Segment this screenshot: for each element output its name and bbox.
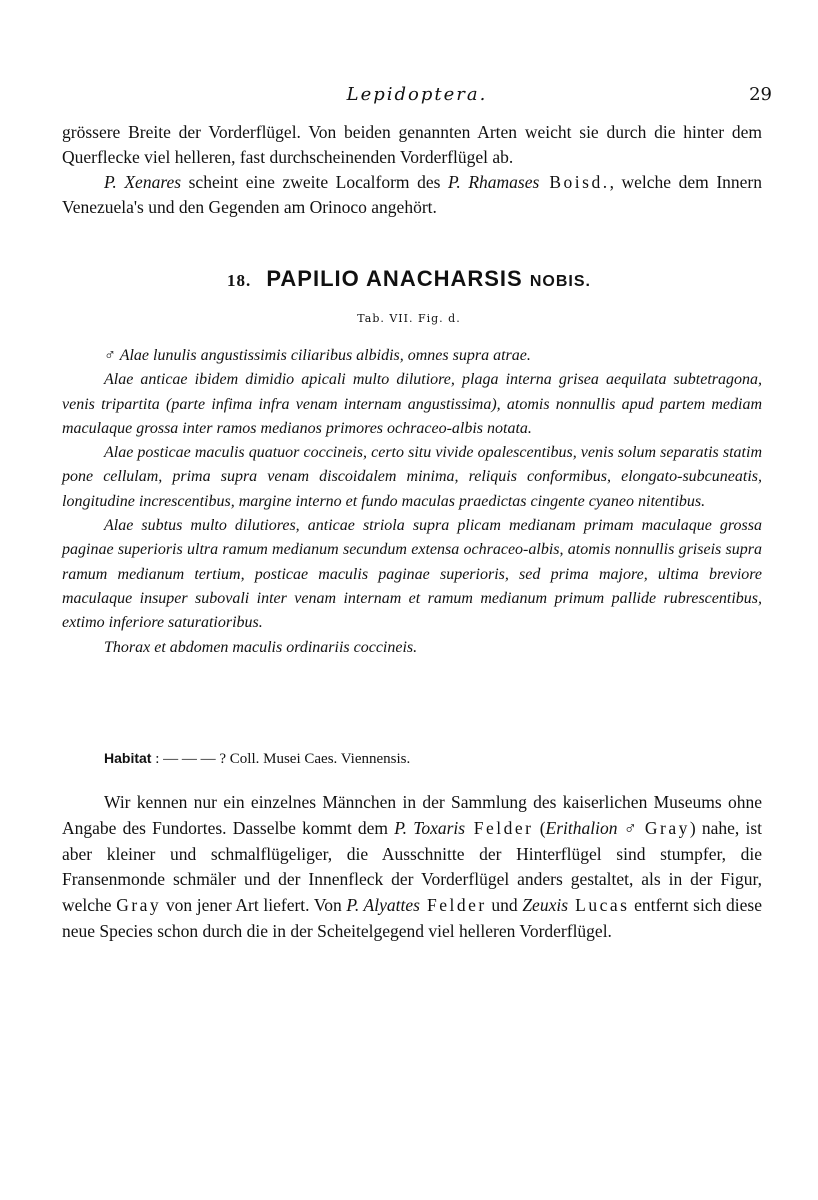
latin-paragraph-4: Alae subtus multo dilutiores, anticae striola supra plicam medianam primam maculaque grossa paginae superioris ultra ramum medianum secundum extensa ochraceo-albis, atomis nonnullis griseis supra ramum medianum tertium, posticae maculis paginae superioris, sed prima majore, ultima breviore maculaque insuper subovali inter venam internam et ramum medianum primum pallide rubrescentibus, extimo inferiore saturatioribus.	[62, 517, 762, 632]
discussion-fragment: Wir kennen nur ein einzelnes Männchen in der Sammlung des kaiserlichen Museums ohne Angabe des Fundortes. Dasselbe kommt dem	[62, 792, 762, 838]
author-felder: Felder	[465, 817, 534, 838]
intro-text-fragment: scheint eine zweite Localform des	[181, 172, 448, 192]
discussion-paragraph	[62, 790, 762, 945]
male-symbol-icon: ♂	[617, 817, 645, 838]
discussion-fragment: ) nahe, ist aber kleiner und schmalflügeliger, die Ausschnitte der Hinterflügel sind stumpfer, die Fransenmonde schmäler und der Innenfleck der Vorderflügel anders gestaltet, als in der Figur, welche	[62, 817, 763, 916]
species-number: 18.	[227, 271, 252, 290]
intro-paragraph-1: grössere Breite der Vorderflügel. Von beiden genannten Arten weicht sie durch die hinter dem Querflecke viel helleren, fast durchscheinenden Vorderflügel ab.	[62, 122, 762, 167]
plate-reference: Tab. VII. Fig. d.	[357, 312, 461, 325]
page-header	[62, 84, 772, 110]
latin-text: Alae lunulis angustissimis ciliaribus albidis, omnes supra atrae.	[116, 347, 531, 364]
latin-description	[62, 344, 762, 660]
species-name: PAPILIO ANACHARSIS	[266, 266, 523, 291]
discussion-fragment: (	[533, 817, 546, 838]
discussion-fragment: von jener Art liefert. Von	[161, 895, 347, 916]
species-author: NOBIS.	[529, 273, 591, 290]
author-boisduval: Boisd.	[539, 172, 610, 192]
discussion-text	[62, 790, 762, 945]
taxon-alyattes: P. Alyattes	[346, 895, 420, 916]
intro-paragraph-2	[62, 170, 762, 220]
author-lucas: Lucas	[568, 895, 630, 916]
latin-paragraph-1	[62, 344, 762, 368]
taxon-toxaris: P. Toxaris	[394, 817, 466, 838]
taxon-xenares: P. Xenares	[104, 172, 182, 192]
author-gray: Gray	[116, 895, 162, 916]
taxon-rhamases: P. Rhamases	[447, 172, 540, 192]
page-number: 29	[749, 84, 772, 105]
male-symbol-icon: ♂	[104, 347, 116, 364]
running-title: Lepidoptera.	[346, 84, 488, 105]
author-gray: Gray	[644, 817, 690, 838]
discussion-fragment: entfernt sich diese neue Species schon durch die in der Scheitelgegend viel helleren Vorderflügel.	[62, 895, 762, 941]
species-heading	[0, 266, 818, 292]
habitat-label: Habitat	[104, 750, 152, 766]
intro-text-fragment: , welche dem Innern Venezuela's und den Gegenden am Orinoco angehört.	[62, 172, 762, 217]
discussion-fragment: und	[486, 895, 523, 916]
author-felder: Felder	[419, 895, 487, 916]
latin-paragraph-3: Alae posticae maculis quatuor coccineis, certo situ vivide opalescentibus, venis solum separatis statim pone cellulam, prima supra venam discoidalem minima, reliquis conformibus, elongato-subcuneatis, longitudine increscentibus, margine interno et fundo maculas praedictas cingente cyaneo nitentibus.	[62, 444, 762, 510]
habitat-text: : — — — ? Coll. Musei Caes. Viennensis.	[155, 751, 411, 767]
intro-text	[62, 120, 762, 220]
latin-paragraph-2: Alae anticae ibidem dimidio apicali multo dilutiore, plaga interna grisea aequilata subtetragona, venis tripartita (parte infima infra venam internam angustissima), atomis nonnullis apud partem mediam maculaque grossa inter ramos medianos primores ochraceo-albis notata.	[62, 371, 762, 437]
taxon-erithalion: Erithalion	[545, 817, 618, 838]
habitat-line	[104, 750, 410, 768]
taxon-zeuxis: Zeuxis	[522, 895, 569, 916]
latin-paragraph-5: Thorax et abdomen maculis ordinariis coccineis.	[104, 638, 418, 656]
